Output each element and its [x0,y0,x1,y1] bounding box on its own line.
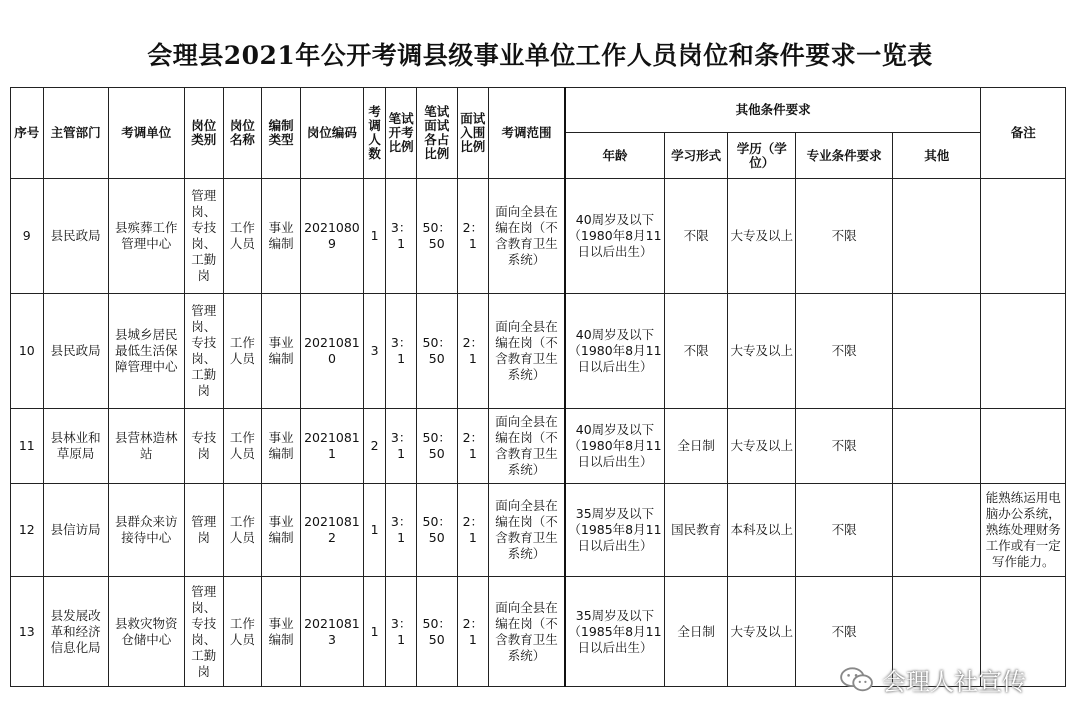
cell-other [892,484,981,577]
cell-age: 40周岁及以下（1980年8月11日以后出生） [565,179,665,294]
watermark-text: 会理人社宣传 [882,668,1026,696]
cell-unit: 县殡葬工作管理中心 [108,179,184,294]
cell-post-name: 工作人员 [223,294,262,409]
cell-scope: 面向全县在编在岗（不含教育卫生系统） [489,294,565,409]
cell-dept: 县信访局 [43,484,108,577]
cell-notes [981,294,1066,409]
table-row [11,179,1066,294]
cell-interview-ratio: 2：1 [457,409,489,484]
cell-staff-type: 事业编制 [262,484,301,577]
watermark [838,662,1026,697]
cell-staff-type: 事业编制 [262,179,301,294]
cell-scope: 面向全县在编在岗（不含教育卫生系统） [489,577,565,687]
cell-study-form: 不限 [665,179,728,294]
header-dept: 主管部门 [43,88,108,179]
cell-scope: 面向全县在编在岗（不含教育卫生系统） [489,409,565,484]
header-interview-ratio: 面试入围比例 [457,88,489,179]
cell-post-code: 20210812 [300,484,363,577]
cell-major: 不限 [796,179,893,294]
cell-interview-ratio: 2：1 [457,484,489,577]
header-unit: 考调单位 [108,88,184,179]
cell-notes: 能熟练运用电脑办公系统，熟练处理财务工作或有一定写作能力。 [981,484,1066,577]
cell-post-code: 20210809 [300,179,363,294]
cell-notes [981,179,1066,294]
header-major: 专业条件要求 [796,133,893,179]
cell-major: 不限 [796,294,893,409]
header-count: 考调人数 [363,88,385,179]
cell-post-name: 工作人员 [223,577,262,687]
cell-post-code: 20210811 [300,409,363,484]
cell-unit: 县城乡居民最低生活保障管理中心 [108,294,184,409]
cell-seq: 13 [11,577,44,687]
cell-written-ratio: 3：1 [386,179,417,294]
cell-post-cat: 管理岗、专技岗、工勤岗 [184,577,223,687]
cell-post-name: 工作人员 [223,484,262,577]
header-staff-type: 编制类型 [262,88,301,179]
cell-scope: 面向全县在编在岗（不含教育卫生系统） [489,179,565,294]
cell-unit: 县救灾物资仓储中心 [108,577,184,687]
cell-edu: 大专及以上 [728,577,796,687]
cell-study-form: 不限 [665,294,728,409]
cell-weight: 50：50 [416,484,457,577]
cell-post-cat: 管理岗 [184,484,223,577]
cell-edu: 大专及以上 [728,409,796,484]
header-study-form: 学习形式 [665,133,728,179]
cell-scope: 面向全县在编在岗（不含教育卫生系统） [489,484,565,577]
cell-count: 1 [363,484,385,577]
header-scope: 考调范围 [489,88,565,179]
cell-count: 1 [363,179,385,294]
cell-seq: 11 [11,409,44,484]
cell-dept: 县林业和草原局 [43,409,108,484]
cell-post-name: 工作人员 [223,179,262,294]
header-written-ratio: 笔试开考比例 [386,88,417,179]
cell-staff-type: 事业编制 [262,577,301,687]
cell-written-ratio: 3：1 [386,409,417,484]
cell-weight: 50：50 [416,577,457,687]
table-row [11,294,1066,409]
cell-unit: 县群众来访接待中心 [108,484,184,577]
page-title: 会理县2021年公开考调县级事业单位工作人员岗位和条件要求一览表 [147,41,933,70]
header-post-cat: 岗位类别 [184,88,223,179]
header-age: 年龄 [565,133,665,179]
cell-post-code: 20210813 [300,577,363,687]
cell-staff-type: 事业编制 [262,294,301,409]
cell-study-form: 全日制 [665,409,728,484]
cell-post-cat: 管理岗、专技岗、工勤岗 [184,294,223,409]
cell-notes [981,409,1066,484]
cell-interview-ratio: 2：1 [457,577,489,687]
cell-other [892,179,981,294]
cell-seq: 10 [11,294,44,409]
table-row [11,409,1066,484]
cell-major: 不限 [796,577,893,687]
cell-weight: 50：50 [416,409,457,484]
cell-age: 40周岁及以下（1980年8月11日以后出生） [565,409,665,484]
cell-seq: 12 [11,484,44,577]
cell-count: 3 [363,294,385,409]
header-seq: 序号 [11,88,44,179]
cell-other [892,409,981,484]
cell-major: 不限 [796,484,893,577]
table-row [11,484,1066,577]
cell-count: 2 [363,409,385,484]
cell-count: 1 [363,577,385,687]
cell-written-ratio: 3：1 [386,294,417,409]
cell-post-name: 工作人员 [223,409,262,484]
cell-interview-ratio: 2：1 [457,179,489,294]
cell-age: 40周岁及以下（1980年8月11日以后出生） [565,294,665,409]
cell-age: 35周岁及以下（1985年8月11日以后出生） [565,577,665,687]
cell-written-ratio: 3：1 [386,577,417,687]
cell-other [892,294,981,409]
cell-study-form: 全日制 [665,577,728,687]
header-weight: 笔试面试各占比例 [416,88,457,179]
cell-seq: 9 [11,179,44,294]
cell-staff-type: 事业编制 [262,409,301,484]
header-notes: 备注 [981,88,1066,179]
cell-written-ratio: 3：1 [386,484,417,577]
header-edu: 学历（学位） [728,133,796,179]
cell-edu: 本科及以上 [728,484,796,577]
header-other-group: 其他条件要求 [565,88,981,133]
header-post-name: 岗位名称 [223,88,262,179]
cell-weight: 50：50 [416,179,457,294]
cell-study-form: 国民教育 [665,484,728,577]
cell-dept: 县发展改革和经济信息化局 [43,577,108,687]
cell-unit: 县营林造林站 [108,409,184,484]
cell-post-code: 20210810 [300,294,363,409]
cell-post-cat: 管理岗、专技岗、工勤岗 [184,179,223,294]
cell-age: 35周岁及以下（1985年8月11日以后出生） [565,484,665,577]
cell-edu: 大专及以上 [728,294,796,409]
cell-dept: 县民政局 [43,179,108,294]
cell-post-cat: 专技岗 [184,409,223,484]
cell-dept: 县民政局 [43,294,108,409]
positions-table [10,87,1066,687]
cell-weight: 50：50 [416,294,457,409]
header-post-code: 岗位编码 [300,88,363,179]
cell-major: 不限 [796,409,893,484]
header-other: 其他 [892,133,981,179]
cell-interview-ratio: 2：1 [457,294,489,409]
cell-edu: 大专及以上 [728,179,796,294]
wechat-icon [838,666,876,694]
